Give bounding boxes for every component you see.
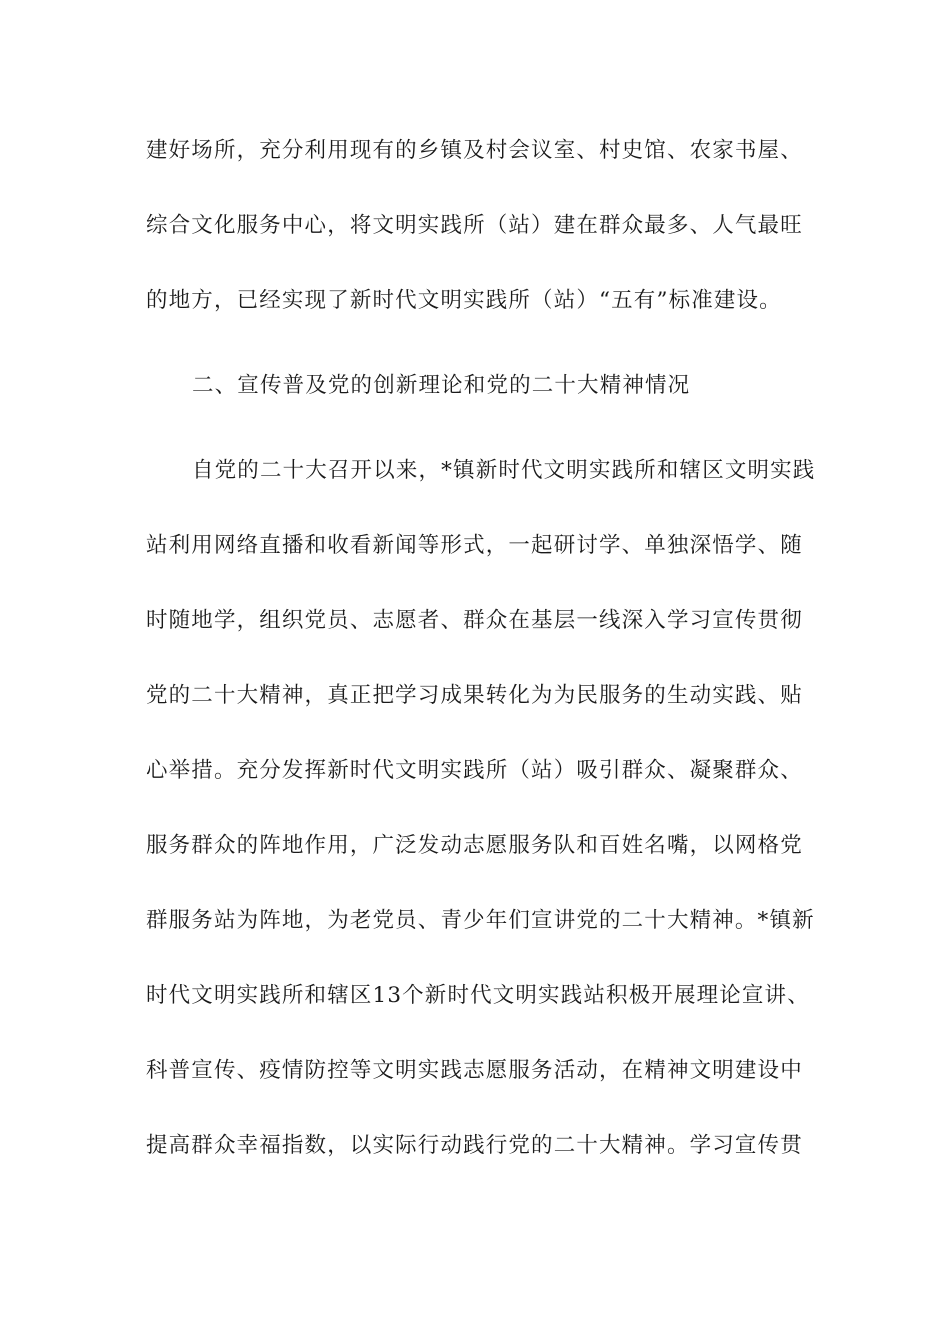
- paragraph-line: 党的二十大精神，真正把学习成果转化为为民服务的生动实践、贴: [146, 683, 803, 708]
- paragraph-line: 群服务站为阵地，为老党员、青少年们宣讲党的二十大精神。*镇新: [146, 908, 815, 933]
- paragraph-line: 建好场所，充分利用现有的乡镇及村会议室、村史馆、农家书屋、: [146, 138, 803, 163]
- paragraph-line: 科普宣传、疫情防控等文明实践志愿服务活动，在精神文明建设中: [146, 1058, 803, 1083]
- paragraph-line: 的地方，已经实现了新时代文明实践所（站）“五有”标准建设。: [146, 288, 782, 313]
- paragraph-line: 服务群众的阵地作用，广泛发动志愿服务队和百姓名嘴，以网格党: [146, 833, 803, 858]
- paragraph-line: 心举措。充分发挥新时代文明实践所（站）吸引群众、凝聚群众、: [146, 758, 803, 783]
- paragraph-line: 自党的二十大召开以来，*镇新时代文明实践所和辖区文明实践: [192, 458, 816, 483]
- section-heading: 二、宣传普及党的创新理论和党的二十大精神情况: [192, 373, 691, 398]
- paragraph-line: 综合文化服务中心，将文明实践所（站）建在群众最多、人气最旺: [146, 213, 803, 238]
- paragraph-line: 时随地学，组织党员、志愿者、群众在基层一线深入学习宣传贯彻: [146, 608, 803, 633]
- paragraph-line: 提高群众幸福指数，以实际行动践行党的二十大精神。学习宣传贯: [146, 1133, 803, 1158]
- paragraph-line: 站利用网络直播和收看新闻等形式，一起研讨学、单独深悟学、随: [146, 533, 803, 558]
- paragraph-line: 时代文明实践所和辖区13个新时代文明实践站积极开展理论宣讲、: [146, 983, 810, 1008]
